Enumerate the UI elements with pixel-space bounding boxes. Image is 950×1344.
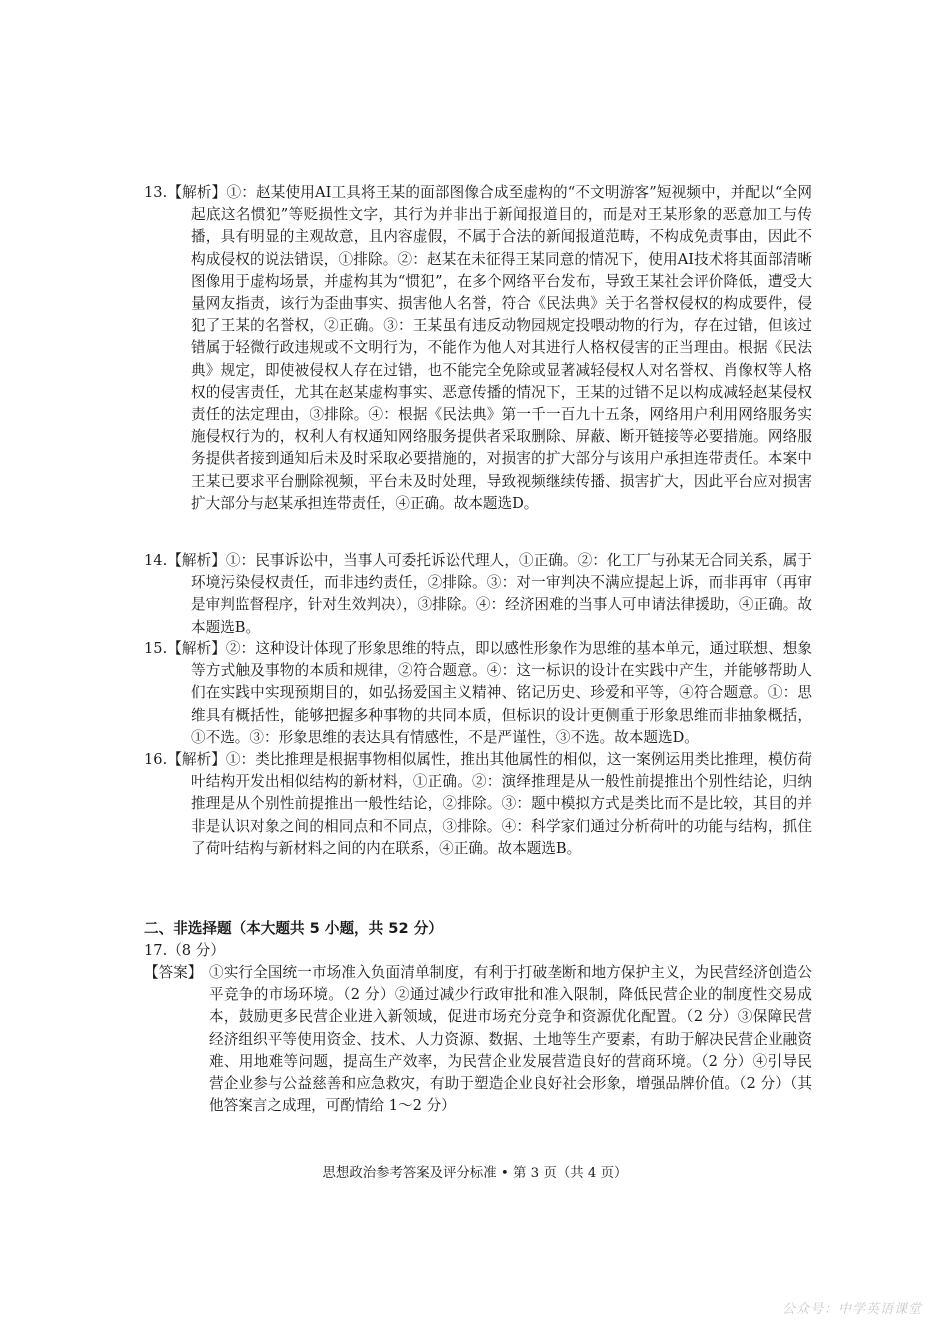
question-15-explanation [144, 638, 812, 749]
question-16-label: 【解析】 [167, 751, 226, 768]
question-17-answer-label: 【答案】 [144, 964, 203, 981]
question-14-number: 14. [144, 552, 168, 569]
question-13-paragraph [144, 182, 812, 515]
question-13-label: 【解析】 [167, 184, 227, 201]
question-13-number: 13. [144, 184, 168, 201]
question-15-paragraph [144, 638, 812, 749]
question-15-label: 【解析】 [167, 640, 226, 657]
question-16-paragraph [144, 749, 812, 860]
question-14-paragraph [144, 550, 812, 639]
section-heading-non-choice: 二、非选择题（本大题共 5 小题，共 52 分） [144, 920, 443, 937]
page-footer: 思想政治参考答案及评分标准 • 第 3 页（共 4 页） [322, 1166, 628, 1181]
question-17-answer [144, 962, 812, 1117]
question-17-header: 17.（8 分） [144, 942, 225, 959]
question-15-number: 15. [144, 640, 168, 657]
question-16-number: 16. [144, 751, 168, 768]
question-14-explanation [144, 550, 812, 639]
question-14-body: ①：民事诉讼中，当事人可委托诉讼代理人，①正确。②：化工厂与孙某无合同关系，属于环境污染侵权责任，而非违约责任，②排除。③：对一审判决不满应提起上诉，而非再审（再审是审判监督程序，针对生效判决），③排除。④：经济困难的当事人可申请法律援助，④正确。故本题选B。 [191, 552, 812, 636]
question-16-explanation [144, 749, 812, 860]
question-16-body: ①：类比推理是根据事物相似属性，推出其他属性的相似，这一案例运用类比推理，模仿荷叶结构开发出相似结构的新材料，①正确。②：演绎推理是从一般性前提推出个别性结论，归纳推理是从个别性前提推出一般性结论，②排除。③：题中模拟方式是类比而不是比较，其目的并非是认识对象之间的相同点和不同点，③排除。④：科学家们通过分析荷叶的功能与结构，抓住了荷叶结构与新材料之间的内在联系，④正确。故本题选B。 [191, 751, 812, 857]
question-17-answer-body: ①实行全国统一市场准入负面清单制度，有利于打破垄断和地方保护主义，为民营经济创造公平竞争的市场环境。（2 分）②通过减少行政审批和准入限制，降低民营企业的制度性交易成本，鼓励更多民营企业进入新领域，促进市场充分竞争和资源优化配置。（2 分）③保障民营经济组织平等使用资金、技术、人力资源、数据、土地等生产要素，有助于解决民营企业融资难、用地难等问题，提高生产效率，为民营企业发展营造良好的营商环境。（2 分）④引导民营企业参与公益慈善和应急救灾，有助于塑造企业良好社会形象，增强品牌价值。（2 分）（其他答案言之成理，可酌情给 1～2 分） [209, 964, 812, 1115]
question-14-label: 【解析】 [167, 552, 226, 569]
question-13-body: ①：赵某使用AI工具将王某的面部图像合成至虚构的“不文明游客”短视频中，并配以“全网起底这名惯犯”等贬损性文字，其行为并非出于新闻报道目的，而是对王某形象的恶意加工与传播，具有明显的主观故意，且内容虚假，不属于合法的新闻报道范畴，不构成免责事由，因此不构成侵权的说法错误，①排除。②：赵某在未征得王某同意的情况下，使用AI技术将其面部清晰图像用于虚构场景，并虚构其为“惯犯”，在多个网络平台发布，导致王某社会评价降低，遭受大量网友指责，该行为歪曲事实、损害他人名誉，符合《民法典》关于名誉权侵权的构成要件，侵犯了王某的名誉权，②正确。③：王某虽有违反动物园规定投喂动物的行为，存在过错，但该过错属于轻微行政违规或不文明行为，不能作为他人对其进行人格权侵害的正当理由。根据《民法典》规定，即使被侵权人存在过错，也不能完全免除或显著减轻侵权人对名誉权、肖像权等人格权的侵害责任，尤其在赵某虚构事实、恶意传播的情况下，王某的过错不足以构成减轻赵某侵权责任的法定理由，③排除。④：根据《民法典》第一千一百九十五条，网络用户利用网络服务实施侵权行为的，权利人有权通知网络服务提供者采取删除、屏蔽、断开链接等必要措施。网络服务提供者接到通知后未及时采取必要措施的，对损害的扩大部分与该用户承担连带责任。本案中王某已要求平台删除视频，平台未及时处理，导致视频继续传播、损害扩大，因此平台应对损害扩大部分与赵某承担连带责任，④正确。故本题选D。 [191, 184, 812, 512]
watermark: 公众号：中学英语课堂 [781, 1302, 922, 1317]
question-13-explanation [144, 182, 812, 515]
question-15-body: ②：这种设计体现了形象思维的特点，即以感性形象作为思维的基本单元，通过联想、想象等方式触及事物的本质和规律，②符合题意。④：这一标识的设计在实践中产生，并能够帮助人们在实践中实现预期目的，如弘扬爱国主义精神、铭记历史、珍爱和平等，④符合题意。①：思维具有概括性，能够把握多种事物的共同本质，但标识的设计更侧重于形象思维而非抽象概括，①不选。③：形象思维的表达具有情感性，不是严谨性，③不选。故本题选D。 [191, 640, 812, 746]
